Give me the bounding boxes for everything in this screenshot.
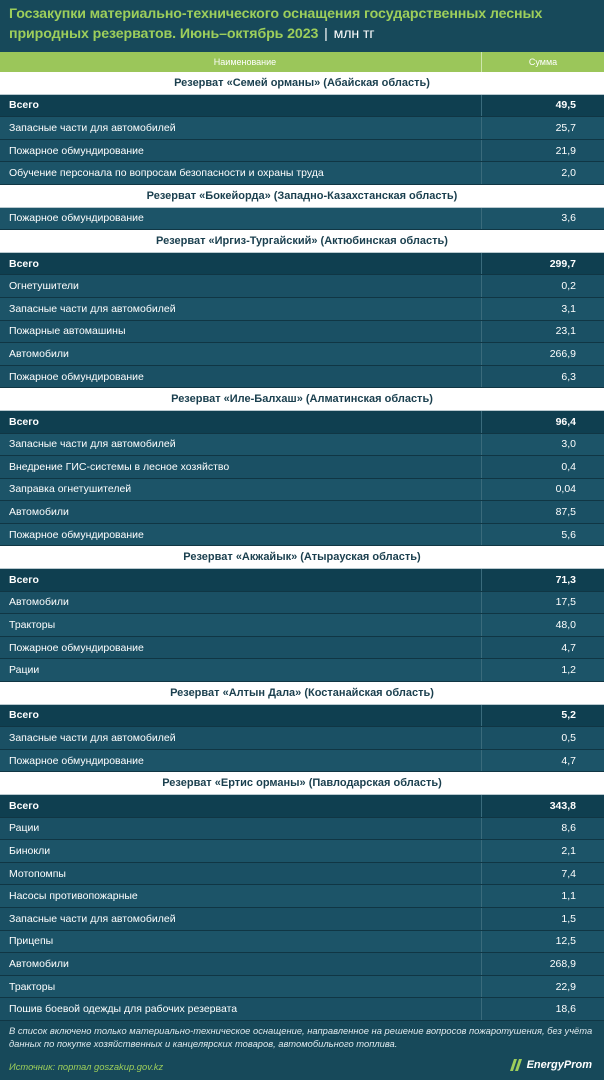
section-header (0, 185, 604, 208)
row-sum: 7,4 (561, 867, 576, 880)
section-header (0, 682, 604, 705)
table-row (0, 953, 604, 976)
row-sum: 3,0 (561, 438, 576, 451)
footnote: В список включено только материально-техническое оснащение, направленное на решение вопросов пожаротушения, без учёта данных по покупке хозяйственных и канцелярских товаров, автомобильного топлива. (9, 1025, 593, 1049)
total-row (0, 253, 604, 276)
table-row (0, 863, 604, 886)
table-row (0, 750, 604, 773)
table-row (0, 208, 604, 231)
table-row (0, 931, 604, 954)
row-sum: 1,2 (561, 664, 576, 677)
row-sum: 25,7 (555, 121, 576, 134)
row-sum: 8,6 (561, 822, 576, 835)
row-sum: 48,0 (555, 619, 576, 632)
table-row (0, 434, 604, 457)
total-row (0, 705, 604, 728)
total-row (0, 569, 604, 592)
row-sum: 22,9 (555, 980, 576, 993)
row-sum: 49,5 (555, 99, 576, 112)
row-sum: 0,4 (561, 460, 576, 473)
header-sum: Сумма (528, 57, 558, 67)
table-row (0, 614, 604, 637)
table-row (0, 818, 604, 841)
title-main: Госзакупки материально-технического оснащения государственных лесных природных резерватов. Июнь–октябрь 2023 (9, 6, 543, 42)
row-name: Запасные части для автомобилей (0, 117, 482, 139)
row-name: Запасные части для автомобилей (0, 298, 482, 320)
row-name: Обучение персонала по вопросам безопасности и охраны труда (0, 162, 482, 184)
row-sum: 5,2 (561, 709, 576, 722)
title-unit: млн тг (333, 26, 375, 42)
table-row (0, 998, 604, 1021)
row-name: Пожарное обмундирование (0, 208, 482, 230)
section-title: Резерват «Семей орманы» (Абайская область) (174, 76, 430, 89)
row-sum: 4,7 (561, 754, 576, 767)
row-sum: 71,3 (555, 573, 576, 586)
row-sum: 96,4 (555, 415, 576, 428)
row-sum: 268,9 (549, 957, 576, 970)
row-name: Всего (0, 795, 482, 817)
table-row (0, 727, 604, 750)
section-header (0, 546, 604, 569)
row-sum: 12,5 (555, 935, 576, 948)
row-name: Прицепы (0, 931, 482, 953)
table-row (0, 162, 604, 185)
row-name: Всего (0, 705, 482, 727)
row-name: Пожарные автомашины (0, 321, 482, 343)
table-row (0, 117, 604, 140)
section-title: Резерват «Иргиз-Тургайский» (Актюбинская область) (156, 234, 448, 247)
table-row (0, 343, 604, 366)
row-sum: 1,1 (561, 890, 576, 903)
row-name: Автомобили (0, 953, 482, 975)
row-name: Запасные части для автомобилей (0, 908, 482, 930)
section-header (0, 388, 604, 411)
table-header (0, 52, 604, 72)
section-title: Резерват «Бокейорда» (Западно-Казахстанская область) (146, 189, 458, 202)
row-sum: 0,2 (561, 280, 576, 293)
row-name: Заправка огнетушителей (0, 479, 482, 501)
table-row (0, 366, 604, 389)
row-name: Насосы противопожарные (0, 885, 482, 907)
energyprom-logo-icon (508, 1058, 524, 1072)
row-sum: 3,1 (561, 302, 576, 315)
row-name: Пожарное обмундирование (0, 140, 482, 162)
source: Источник: портал goszakup.gov.kz (9, 1061, 164, 1072)
row-sum: 299,7 (549, 257, 576, 270)
logo-text: EnergyProm (526, 1059, 592, 1071)
row-name: Пожарное обмундирование (0, 637, 482, 659)
table-row (0, 479, 604, 502)
table-row (0, 592, 604, 615)
row-sum: 5,6 (561, 528, 576, 541)
row-name: Тракторы (0, 976, 482, 998)
row-name: Пожарное обмундирование (0, 750, 482, 772)
row-sum: 17,5 (555, 596, 576, 609)
table-row (0, 321, 604, 344)
section-header (0, 72, 604, 95)
section-title: Резерват «Ертис орманы» (Павлодарская область) (162, 777, 442, 790)
total-row (0, 795, 604, 818)
table-row (0, 501, 604, 524)
row-sum: 0,5 (561, 732, 576, 745)
table-row (0, 976, 604, 999)
row-name: Огнетушители (0, 275, 482, 297)
row-name: Тракторы (0, 614, 482, 636)
section-header (0, 230, 604, 253)
row-name: Автомобили (0, 343, 482, 365)
section-title: Резерват «Алтын Дала» (Костанайская область) (170, 686, 434, 699)
table-row (0, 637, 604, 660)
row-name: Всего (0, 411, 482, 433)
row-sum: 6,3 (561, 370, 576, 383)
brand-logo (508, 1058, 592, 1072)
row-sum: 343,8 (549, 799, 576, 812)
row-sum: 21,9 (555, 144, 576, 157)
row-sum: 266,9 (549, 347, 576, 360)
table-row (0, 885, 604, 908)
section-title: Резерват «Акжайык» (Атырауская область) (183, 551, 421, 564)
row-name: Внедрение ГИС-системы в лесное хозяйство (0, 456, 482, 478)
row-sum: 3,6 (561, 212, 576, 225)
total-row (0, 95, 604, 118)
row-sum: 87,5 (555, 506, 576, 519)
table-row (0, 840, 604, 863)
row-name: Пожарное обмундирование (0, 524, 482, 546)
row-name: Рации (0, 659, 482, 681)
row-name: Всего (0, 569, 482, 591)
table-row (0, 524, 604, 547)
row-name: Запасные части для автомобилей (0, 434, 482, 456)
row-name: Бинокли (0, 840, 482, 862)
row-name: Автомобили (0, 592, 482, 614)
table-row (0, 908, 604, 931)
header-name: Наименование (0, 52, 482, 72)
row-name: Всего (0, 95, 482, 117)
row-name: Мотопомпы (0, 863, 482, 885)
row-sum: 2,1 (561, 844, 576, 857)
row-sum: 0,04 (555, 483, 576, 496)
row-name: Пожарное обмундирование (0, 366, 482, 388)
row-sum: 23,1 (555, 325, 576, 338)
row-name: Запасные части для автомобилей (0, 727, 482, 749)
table-row (0, 298, 604, 321)
title-separator: | (324, 26, 328, 42)
row-name: Всего (0, 253, 482, 275)
row-sum: 2,0 (561, 167, 576, 180)
table-row (0, 456, 604, 479)
section-title: Резерват «Иле-Балхаш» (Алматинская область) (171, 393, 433, 406)
table-row (0, 140, 604, 163)
table-row (0, 275, 604, 298)
row-sum: 1,5 (561, 912, 576, 925)
procurement-table (0, 52, 604, 1021)
chart-title (9, 4, 599, 44)
row-name: Автомобили (0, 501, 482, 523)
total-row (0, 411, 604, 434)
row-name: Рации (0, 818, 482, 840)
table-row (0, 659, 604, 682)
row-sum: 18,6 (555, 1003, 576, 1016)
row-sum: 4,7 (561, 641, 576, 654)
row-name: Пошив боевой одежды для рабочих резервата (0, 998, 482, 1020)
section-header (0, 772, 604, 795)
